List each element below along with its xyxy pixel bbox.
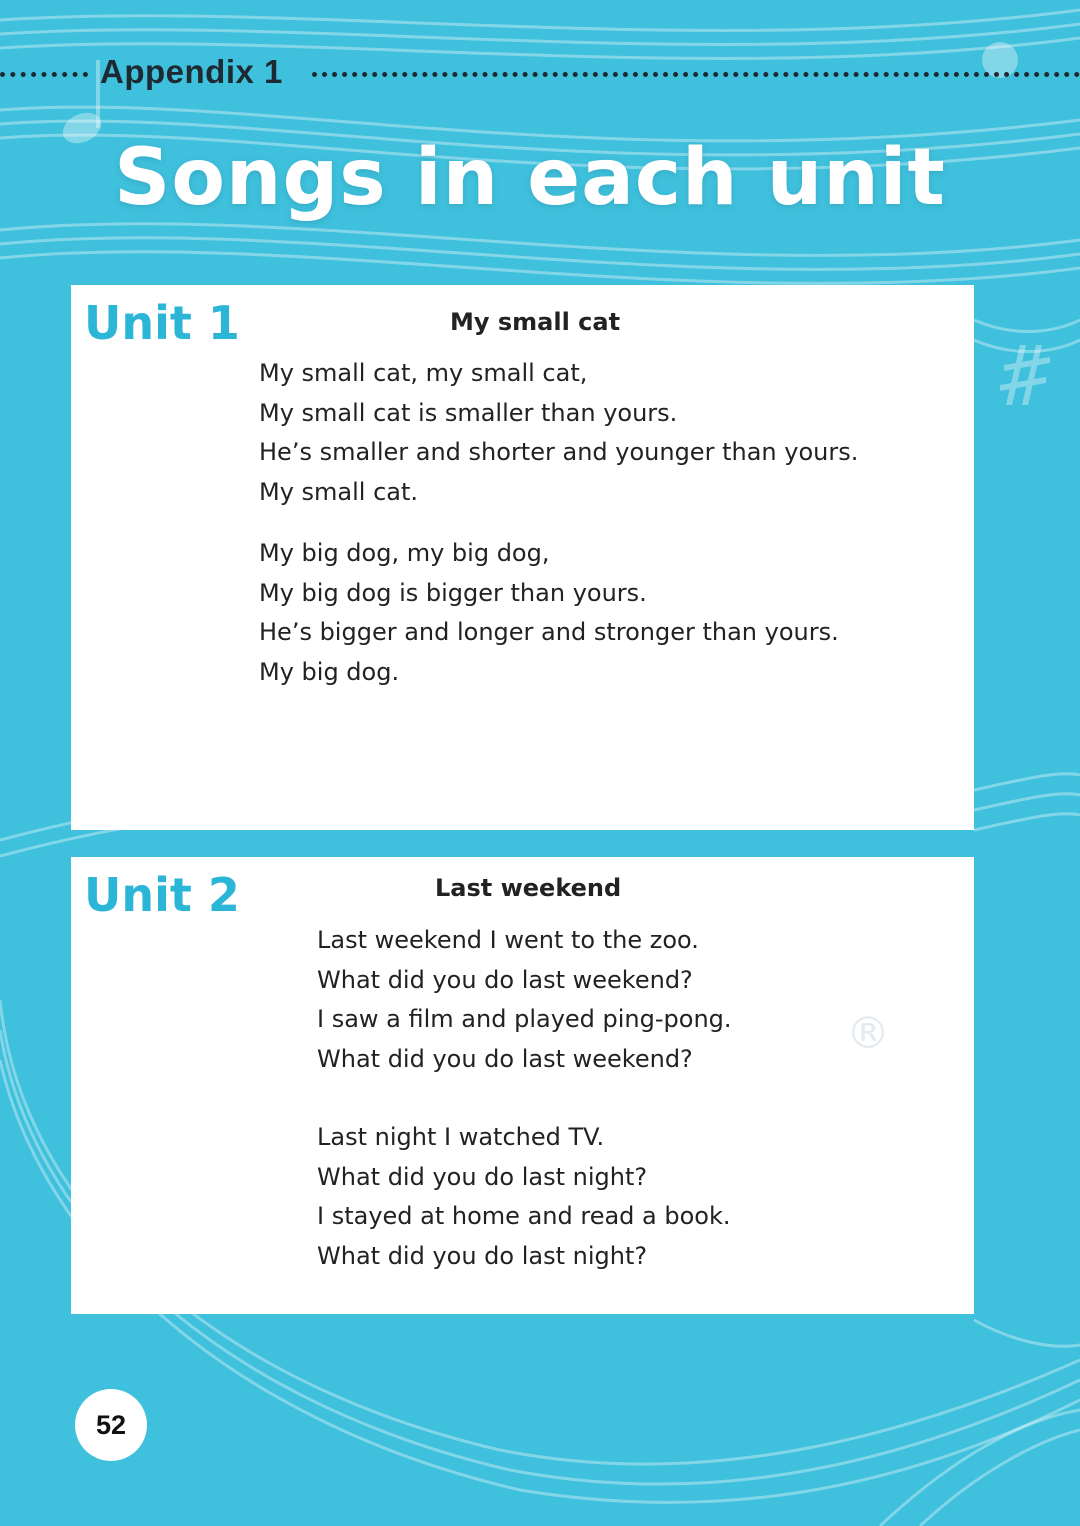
lyric-line: My small cat is smaller than yours. xyxy=(259,398,678,427)
song-verse-1 xyxy=(259,354,858,512)
lyric-line: What did you do last weekend? xyxy=(317,1044,693,1073)
lyric-line: I stayed at home and read a book. xyxy=(317,1202,731,1230)
dotted-rule-right xyxy=(312,72,1080,77)
unit-label: Unit 1 xyxy=(84,296,240,350)
lyric-line: My big dog, my big dog, xyxy=(259,539,550,567)
lyric-line: Last weekend I went to the zoo. xyxy=(317,926,699,954)
lyric-line: I saw a film and played ping-pong. xyxy=(317,1005,732,1033)
lyric-line: My small cat, my small cat, xyxy=(259,359,588,387)
lyric-line: He’s smaller and shorter and younger than yours. xyxy=(259,438,859,466)
lyric-line: Last night I watched TV. xyxy=(317,1123,605,1151)
song-verse-1 xyxy=(317,921,732,1079)
song-title: Last weekend xyxy=(435,874,622,902)
page-number: 52 xyxy=(75,1389,147,1461)
appendix-label: Appendix 1 xyxy=(100,53,283,90)
unit-2-card xyxy=(71,857,974,1314)
lyric-line: He’s bigger and longer and stronger than yours. xyxy=(259,618,839,646)
dotted-rule-left xyxy=(0,72,88,77)
registered-mark-watermark: ® xyxy=(846,1008,890,1059)
unit-label: Unit 2 xyxy=(84,868,240,922)
song-title: My small cat xyxy=(450,308,621,336)
lyric-line: What did you do last night? xyxy=(317,1162,648,1191)
song-verse-2 xyxy=(317,1118,731,1276)
lyric-line: My big dog. xyxy=(259,657,400,686)
unit-1-card xyxy=(71,285,974,830)
lyric-line: My big dog is bigger than yours. xyxy=(259,578,647,607)
song-verse-2 xyxy=(259,534,839,692)
lyric-line: My small cat. xyxy=(259,477,419,506)
appendix-header xyxy=(0,50,1080,94)
lyric-line: What did you do last weekend? xyxy=(317,965,693,994)
page-title: Songs in each unit xyxy=(114,133,946,223)
lyric-line: What did you do last night? xyxy=(317,1241,648,1270)
